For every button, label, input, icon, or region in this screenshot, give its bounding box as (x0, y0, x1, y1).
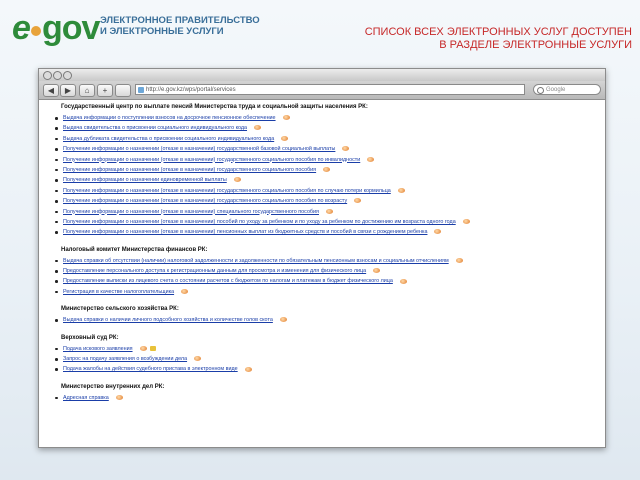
eye-icon[interactable] (181, 289, 188, 294)
eye-icon[interactable] (463, 219, 470, 224)
eye-icon[interactable] (323, 167, 330, 172)
section-title: Государственный центр по выплате пенсий Министерства труда и социальной защиты населения РК: (61, 104, 368, 110)
service-link[interactable]: Выдача дубликата свидетельства о присвоении социального индивидуального кода (63, 135, 275, 142)
add-bookmark-button[interactable] (115, 84, 131, 97)
service-link[interactable]: Регистрация в качестве налогоплательщика (63, 288, 175, 295)
section-title: Министерство внутренних дел РК: (61, 383, 165, 390)
address-bar[interactable] (135, 84, 525, 95)
service-link[interactable]: Получение информации о назначении (отказе в назначении) государственного социального пособия по возрасту (63, 198, 348, 205)
brand-line-2: И ЭЛЕКТРОННЫЕ УСЛУГИ (100, 26, 224, 37)
reload-button[interactable]: + (97, 84, 113, 97)
service-link[interactable]: Получение информации о назначении (отказе в назначении) государственной базовой социальной выплаты (63, 146, 336, 153)
service-list-item (61, 144, 597, 154)
service-list-item (61, 266, 597, 276)
service-list-item (61, 256, 597, 266)
section-title: Министерство сельского хозяйства РК: (61, 306, 179, 313)
eye-icon[interactable] (400, 279, 407, 284)
eye-icon[interactable] (373, 268, 380, 273)
service-link[interactable]: Выдача информации о поступлении взносов на досрочное пенсионное обеспечение (63, 115, 276, 121)
service-list-item (61, 227, 597, 237)
brand-line-1: ЭЛЕКТРОННОЕ ПРАВИТЕЛЬСТВО (100, 15, 260, 26)
headline-line-2: В РАЗДЕЛЕ ЭЛЕКТРОННЫЕ УСЛУГИ (439, 39, 632, 51)
eye-icon[interactable] (280, 317, 287, 322)
service-list-item (61, 165, 597, 175)
service-list-item (61, 175, 597, 185)
eye-icon[interactable] (245, 367, 252, 372)
service-link[interactable]: Выдача свидетельства о присвоении социального индивидуального кода (63, 125, 248, 132)
eye-icon[interactable] (116, 395, 123, 400)
section-title: Верховный суд РК: (61, 334, 119, 341)
back-button[interactable]: ◀ (43, 84, 59, 97)
service-list-item (61, 393, 597, 403)
eye-icon[interactable] (367, 157, 374, 162)
address-text: http://e.gov.kz/wps/portal/services (146, 87, 236, 93)
minimize-window-button[interactable] (53, 71, 62, 80)
service-link[interactable]: Получение информации о назначении (отказе в назначении) государственного социального пособия по случаю потери кормильца (63, 187, 391, 194)
eye-icon[interactable] (194, 356, 201, 361)
eye-icon[interactable] (398, 188, 405, 193)
headline-line-1: СПИСОК ВСЕХ ЭЛЕКТРОННЫХ УСЛУГ ДОСТУПЕН (364, 26, 632, 38)
search-input[interactable] (533, 84, 601, 95)
search-placeholder: Google (546, 87, 566, 93)
service-link[interactable]: Подача жалобы на действия судебного пристава в электронном виде (63, 366, 238, 373)
service-link[interactable]: Получение информации о назначении (отказе в назначении) государственного социального пособия (63, 166, 317, 173)
service-list-item (61, 276, 597, 286)
service-list-item (61, 113, 597, 123)
service-list-item (61, 344, 597, 354)
eye-icon[interactable] (281, 136, 288, 141)
page-content (39, 100, 605, 447)
search-icon (537, 87, 544, 94)
eye-icon[interactable] (283, 115, 290, 120)
service-link[interactable]: Предоставление персонального доступа к регистрационным данным для просмотра и изменения для физического лица (63, 268, 367, 275)
home-button[interactable]: ⌂ (79, 84, 95, 97)
browser-titlebar (39, 69, 605, 81)
eye-icon[interactable] (326, 209, 333, 214)
service-link[interactable]: Получение информации о назначении единовременной выплаты (63, 177, 227, 184)
service-list-item (61, 287, 597, 297)
eye-icon[interactable] (140, 346, 147, 351)
service-list-item (61, 123, 597, 133)
browser-toolbar (39, 81, 605, 100)
service-list-item (61, 364, 597, 374)
service-link[interactable]: Запрос на подачу заявления о возбуждении дела (63, 356, 188, 363)
service-link[interactable]: Получение информации о назначении (отказе в назначении) пособий по уходу за ребенком и по уходу за ребенком по достижению им возраста одного года (63, 218, 456, 225)
service-list-item (61, 155, 597, 165)
section-title: Налоговый комитет Министерства финансов РК: (61, 246, 208, 253)
service-list-item (61, 196, 597, 206)
eye-icon[interactable] (354, 198, 361, 203)
service-list-item (61, 315, 597, 325)
service-list-item (61, 354, 597, 364)
logo-e: e (12, 9, 31, 47)
forward-button[interactable]: ▶ (60, 84, 76, 97)
service-list-item (61, 217, 597, 227)
service-list-item (61, 207, 597, 217)
eye-icon[interactable] (456, 258, 463, 263)
eye-icon[interactable] (342, 146, 349, 151)
logo-dot-icon (31, 26, 41, 36)
slide-headline (365, 26, 632, 52)
logo-gov: gov (42, 9, 100, 47)
zoom-window-button[interactable] (63, 71, 72, 80)
service-link[interactable]: Подача искового заявления (63, 345, 133, 352)
service-link[interactable]: Получение информации о назначении (отказе в назначении) пенсионных выплат из бюджетных средств и пособий в связи с рождением ребенка (63, 229, 428, 236)
service-link[interactable]: Выдача справки об отсутствии (наличии) налоговой задолженности и задолженности по обязательным пенсионным взносам и социальным отчислениям (63, 257, 449, 264)
browser-window (38, 68, 606, 448)
service-link[interactable]: Адресная справка (63, 394, 109, 401)
service-link[interactable]: Предоставление выписки из лицевого счета о состоянии расчетов с бюджетом по налогам и платежам в бюджет физического лица (63, 278, 393, 285)
egov-logo (12, 8, 112, 48)
service-link[interactable]: Получение информации о назначении (отказе в назначении) государственного социального пособия по инвалидности (63, 156, 361, 163)
eye-icon[interactable] (234, 177, 241, 182)
brand-text (100, 15, 260, 37)
close-window-button[interactable] (43, 71, 52, 80)
eye-icon[interactable] (434, 229, 441, 234)
service-link[interactable]: Выдача справки о наличии личного подсобного хозяйства и количестве голов скота (63, 317, 273, 324)
service-list-item (61, 134, 597, 144)
site-icon (138, 87, 144, 93)
eye-icon[interactable] (254, 125, 261, 130)
service-link[interactable]: Получение информации о назначении (отказе в назначении) специального государственного пособия (63, 208, 319, 215)
service-list-item (61, 186, 597, 196)
document-icon[interactable] (150, 346, 156, 351)
